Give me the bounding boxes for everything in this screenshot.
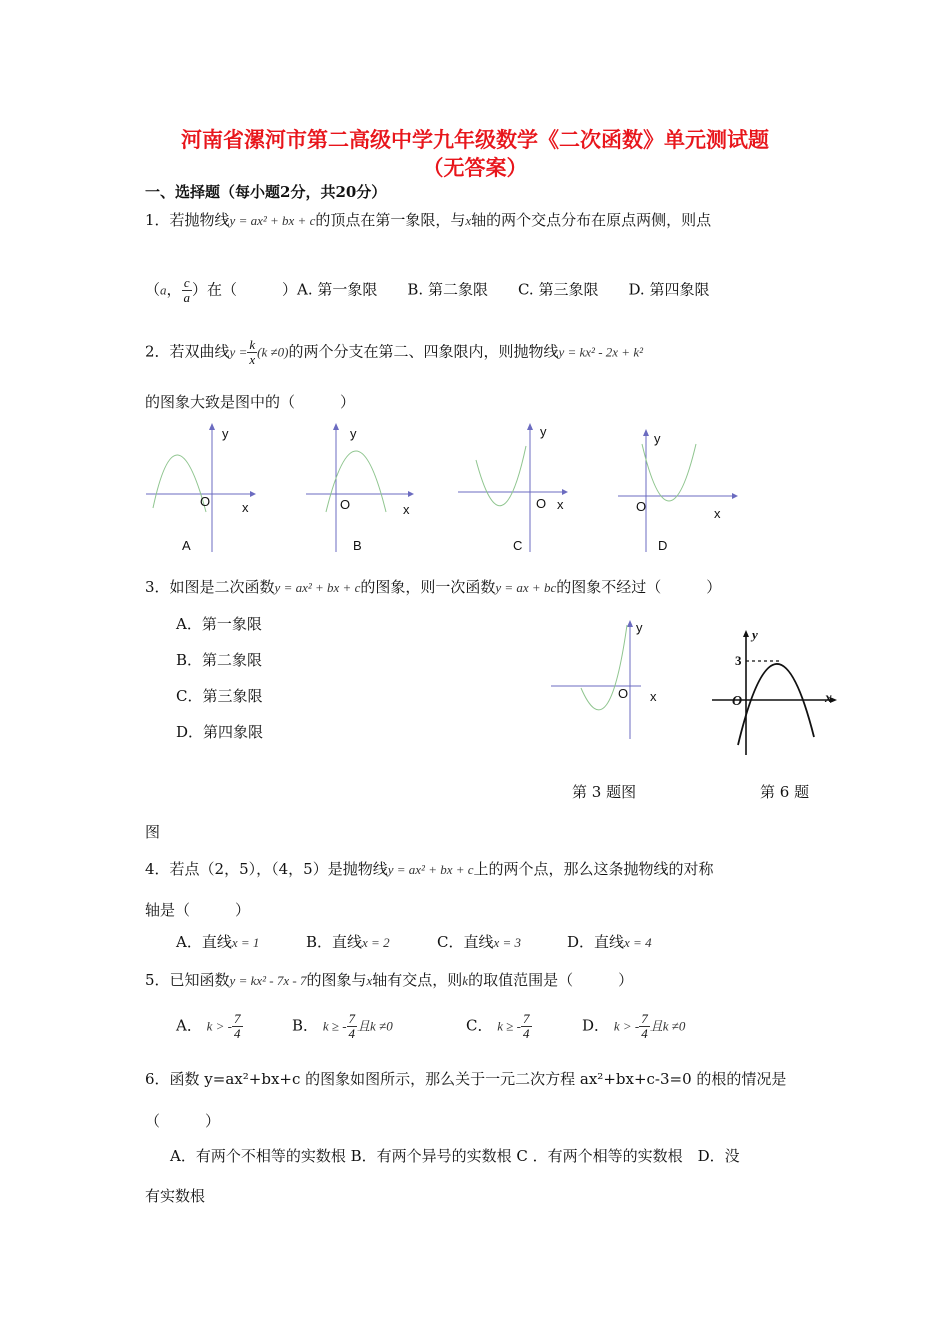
q5-c-frac-den: 4 [523, 1026, 530, 1041]
graph-a-x-arrow [250, 491, 256, 497]
q5-text-d: 的取值范围是（ ） [468, 971, 634, 989]
q5-option-a-ineq: k > - [206, 1018, 232, 1034]
graph-d-y-arrow [643, 429, 649, 436]
graph-c-origin-label: O [536, 496, 547, 511]
graph-b-x-label: x [403, 502, 410, 517]
question-6-line-1: 6．函数 y=ax²+bx+c 的图象如图所示，那么关于一元二次方程 ax²+bx+c-3=0 的根的情况是 [145, 1070, 787, 1088]
question-2-line-2: 的图象大致是图中的（ ） [145, 393, 356, 411]
q4-option-d-eq: x = 4 [624, 935, 652, 950]
graph-c-x-arrow [562, 489, 568, 495]
question-5-line-1 [145, 970, 633, 991]
q2-fraction [247, 338, 257, 367]
graph-b-x-arrow [408, 491, 414, 497]
graph-b-y-arrow [333, 423, 339, 430]
q5-option-a-frac [232, 1012, 243, 1041]
graph-a-y-arrow [209, 423, 215, 430]
q5-option-c [466, 1012, 532, 1041]
question-2-line-1 [145, 338, 643, 367]
q5-b-frac-num: 7 [348, 1011, 356, 1026]
q6-fig-x-label: x [825, 691, 832, 706]
graph-c [458, 423, 568, 552]
q5-option-d-label: D． [582, 1016, 610, 1035]
q5-text-a: 5．已知函数 [145, 971, 230, 989]
q1-expression: y = ax² + bx + c [229, 213, 316, 228]
q1-frac-num: c [182, 276, 193, 291]
q5-expression: y = kx² - 7x - 7 [229, 973, 307, 988]
question-1-line-1 [145, 210, 711, 231]
q3-fig-y-label: y [636, 620, 643, 635]
q5-option-a [176, 1012, 243, 1041]
graph-c-curve [476, 446, 526, 506]
graph-c-caption: C [513, 538, 523, 553]
q5-x-var: x [366, 973, 373, 988]
graph-b-curve [326, 451, 386, 512]
question-3-line-1 [145, 577, 721, 598]
q2-text-b: 的两个分支在第二、四象限内，则抛物线 [288, 342, 559, 361]
q4-text-b: 上的两个点，那么这条抛物线的对称 [473, 860, 714, 878]
q6-fig-y-arrow [743, 630, 749, 637]
q5-d-frac-den: 4 [641, 1026, 648, 1041]
q2-text-a: 2．若双曲线 [145, 342, 230, 361]
q4-option-a-label: A．直线 [176, 933, 232, 951]
q5-k-var: k [462, 973, 469, 988]
q1-fraction [182, 276, 193, 305]
q4-option-a-eq: x = 1 [231, 935, 260, 950]
graph-b [306, 423, 414, 552]
q3-expression-1: y = ax² + bx + c [274, 580, 361, 595]
q3-text-b: 的图象，则一次函数 [360, 578, 496, 596]
q5-text-b: 的图象与 [306, 971, 367, 989]
q1-a-var: a [160, 282, 167, 298]
q5-option-c-ineq: k ≥ - [497, 1018, 521, 1034]
q4-option-c-label: C．直线 [437, 933, 494, 951]
q4-option-b-label: B．直线 [306, 933, 363, 951]
q6-figure [710, 625, 840, 765]
q5-option-d [582, 1012, 685, 1041]
question-6-line-2: （ ） [145, 1112, 221, 1130]
graph-a [146, 423, 256, 552]
q5-option-b [292, 1012, 393, 1041]
q3-text-c: 的图象不经过（ ） [556, 578, 722, 596]
graph-d [618, 429, 738, 552]
graph-a-x-label: x [242, 500, 249, 515]
q3-option-b: B．第二象限 [176, 651, 263, 669]
graph-a-curve [153, 455, 206, 512]
graph-d-x-label: x [714, 506, 721, 521]
q4-option-d-label: D．直线 [567, 933, 625, 951]
page-subtitle: （无答案） [422, 155, 528, 180]
question-6-line-3: A．有两个不相等的实数根 B．有两个异号的实数根 C ．有两个相等的实数根 D．没 [170, 1147, 740, 1165]
q1-x-var: x [465, 213, 472, 228]
q6-fig-curve [738, 664, 814, 745]
q5-option-c-label: C． [466, 1016, 493, 1035]
q3-fig-y-arrow [627, 620, 633, 627]
q5-text-c: 轴有交点，则 [372, 971, 463, 989]
q5-option-b-cond: 且k ≠0 [357, 1018, 393, 1034]
q2-frac-den: x [249, 352, 256, 367]
q3-option-c: C．第三象限 [176, 687, 263, 705]
q4-option-b [306, 932, 390, 953]
q1-options: ）在（ ）A. 第一象限 B. 第二象限 C. 第三象限 D. 第四象限 [192, 280, 710, 299]
page-title: 河南省漯河市第二高级中学九年级数学《二次函数》单元测试题 [181, 127, 769, 152]
q4-expression: y = ax² + bx + c [387, 862, 474, 877]
graph-b-y-label: y [350, 426, 357, 441]
graph-d-y-label: y [654, 431, 661, 446]
q1-paren-open: （ [145, 280, 161, 299]
graph-a-y-label: y [222, 426, 229, 441]
q1-text-c: 轴的两个交点分布在原点两侧，则点 [471, 211, 712, 229]
fig6-caption: 第 6 题 [760, 783, 810, 801]
graph-d-caption: D [658, 538, 668, 553]
graph-a-origin-label: O [200, 494, 211, 509]
graph-c-y-label: y [540, 424, 547, 439]
q5-c-frac-num: 7 [523, 1011, 530, 1026]
q3-expression-2: y = ax + bc [495, 580, 557, 595]
q3-text-a: 3．如图是二次函数 [145, 578, 275, 596]
q3-option-a: A．第一象限 [176, 615, 262, 633]
q5-option-b-frac [347, 1012, 358, 1041]
q4-option-c-eq: x = 3 [493, 935, 522, 950]
q2-condition: (k ≠0) [257, 344, 289, 360]
q6-fig-origin-label: O [732, 694, 743, 709]
q1-text-b: 的顶点在第一象限，与 [315, 211, 466, 229]
question-6-line-4: 有实数根 [145, 1187, 206, 1205]
q5-option-b-label: B． [292, 1016, 319, 1035]
q4-option-b-eq: x = 2 [362, 935, 390, 950]
graph-d-curve [642, 444, 696, 501]
graph-d-x-arrow [732, 493, 738, 499]
q2-expression: y = kx² - 2x + k² [558, 344, 643, 360]
question-4-line-1 [145, 859, 714, 880]
q1-comma: ， [166, 280, 182, 299]
q5-b-frac-den: 4 [348, 1026, 356, 1041]
question-4-line-2: 轴是（ ） [145, 901, 251, 919]
q5-option-d-ineq: k > - [613, 1018, 640, 1034]
q2-y-eq: y = [229, 344, 248, 360]
q4-text-a: 4．若点（2，5），（4，5）是抛物线 [145, 860, 388, 878]
q2-graphs [0, 420, 950, 580]
q5-option-a-label: A． [176, 1016, 202, 1035]
q3-fig-x-label: x [650, 689, 657, 704]
graph-d-origin-label: O [636, 499, 647, 514]
graph-a-caption: A [182, 538, 191, 553]
q1-text-a: 1．若抛物线 [145, 211, 230, 229]
q5-option-b-ineq: k ≥ - [322, 1018, 347, 1034]
q3-option-d: D．第四象限 [176, 723, 264, 741]
q4-option-c [437, 932, 521, 953]
graph-b-origin-label: O [340, 497, 351, 512]
q5-d-frac-num: 7 [641, 1011, 648, 1026]
section-heading: 一、选择题（每小题2分，共20分） [145, 183, 387, 201]
q6-fig-y-label: y [752, 627, 758, 642]
q5-option-d-frac [639, 1012, 650, 1041]
q1-frac-den: a [183, 290, 191, 305]
q5-option-d-cond: 且k ≠0 [649, 1018, 686, 1034]
fig3-caption: 第 3 题图 [572, 783, 637, 801]
q3-figure [545, 615, 665, 745]
q4-option-d [567, 932, 652, 953]
graph-c-y-arrow [527, 423, 533, 430]
q4-option-a [176, 932, 259, 953]
q5-a-frac-num: 7 [234, 1011, 241, 1026]
q3-fig-origin-label: O [618, 686, 629, 701]
q5-a-frac-den: 4 [234, 1026, 241, 1041]
question-1-line-2 [145, 276, 709, 305]
graph-b-caption: B [353, 538, 362, 553]
fig6-caption-cont: 图 [145, 823, 161, 841]
q2-frac-num: k [249, 337, 256, 352]
graph-c-x-label: x [557, 497, 564, 512]
q6-fig-three-label: 3 [735, 653, 742, 668]
q5-option-c-frac [521, 1012, 532, 1041]
